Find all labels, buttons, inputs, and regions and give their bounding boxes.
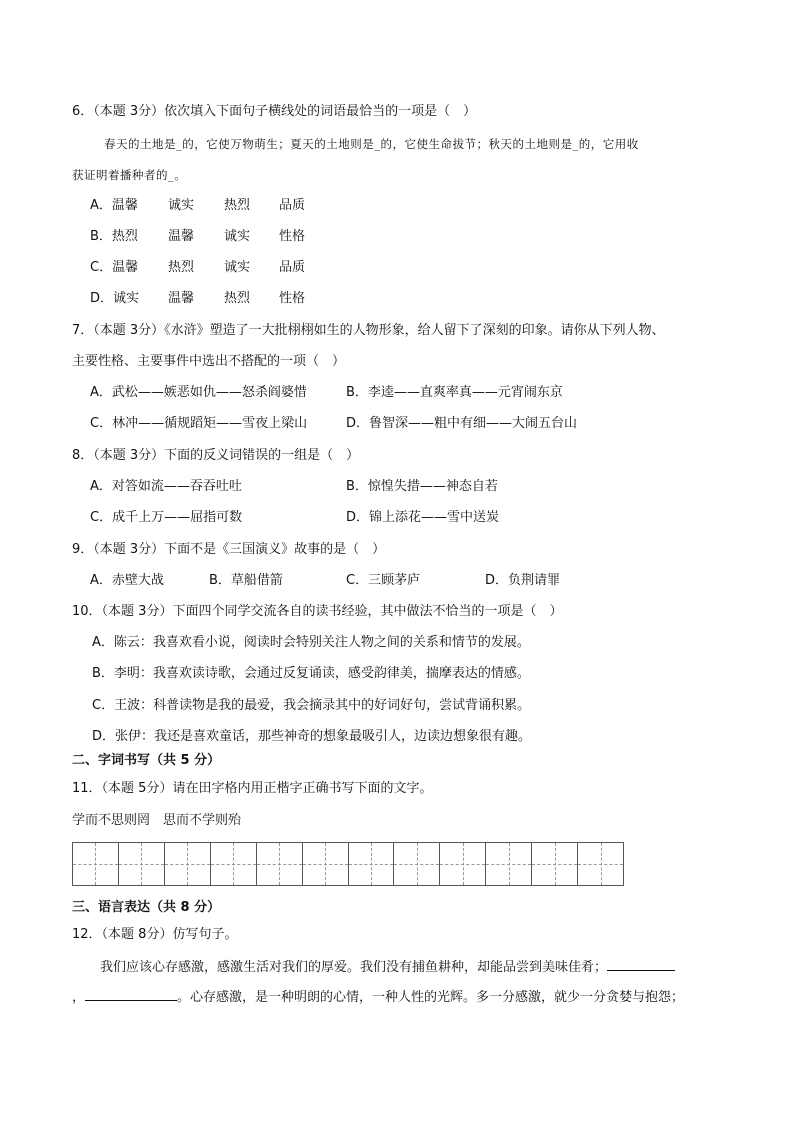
grid-cell[interactable] [349, 843, 395, 885]
q10-option-d[interactable]: D．张伊：我还是喜欢童话，那些神奇的想象最吸引人，边读边想象很有趣。 [92, 729, 532, 744]
grid-cell[interactable] [73, 843, 119, 885]
q12-blank-2[interactable] [85, 988, 177, 1001]
q7-option-d[interactable]: D．鲁智深——粗中有细——大闹五台山 [346, 416, 578, 431]
grid-cell[interactable] [119, 843, 165, 885]
q11-stem: 11．（本题 5分）请在田字格内用正楷字正确书写下面的文字。 [72, 781, 433, 796]
q12-line1-text: 我们应该心存感激，感激生活对我们的厚爱。我们没有捕鱼耕种，却能品尝到美味佳肴； [100, 960, 608, 975]
grid-cell[interactable] [440, 843, 486, 885]
q8-option-b[interactable]: B．惊惶失措——神态自若 [346, 479, 498, 494]
q6-option-a-w2: 诚实 [168, 198, 195, 213]
grid-cell[interactable] [486, 843, 532, 885]
q6-option-c-w1: C．温馨 [90, 260, 139, 275]
q9-option-c[interactable]: C．三顾茅庐 [346, 573, 421, 588]
q6-option-b-w1: B．热烈 [90, 229, 138, 244]
section2-title: 二、字词书写（共 5 分） [72, 753, 221, 768]
q6-option-d-w1: D．诚实 [90, 291, 140, 306]
q6-option-d-w2: 温馨 [168, 291, 195, 306]
q12-stem: 12．（本题 8分）仿写句子。 [72, 927, 238, 942]
grid-cell[interactable] [257, 843, 303, 885]
grid-cell[interactable] [394, 843, 440, 885]
q10-option-a[interactable]: A．陈云：我喜欢看小说，阅读时会特别关注人物之间的关系和情节的发展。 [92, 635, 530, 650]
q6-passage-line2: 获证明着播种者的_。 [72, 168, 187, 182]
q6-option-c-w3: 诚实 [224, 260, 251, 275]
q11-text: 学而不思则罔 思而不学则殆 [72, 813, 242, 828]
q10-option-c[interactable]: C．王波：科普读物是我的最爱，我会摘录其中的好词好句，尝试背诵积累。 [92, 698, 531, 713]
grid-cell[interactable] [532, 843, 578, 885]
q6-option-a-w1: A．温馨 [90, 198, 138, 213]
q9-option-b[interactable]: B．草船借箭 [209, 573, 283, 588]
q12-line2-pre: ， [72, 990, 86, 1005]
q8-option-a[interactable]: A．对答如流——吞吞吐吐 [90, 479, 242, 494]
q6-option-b-w2: 温馨 [168, 229, 195, 244]
q12-blank-1[interactable] [607, 958, 675, 971]
q6-option-b-w3: 诚实 [224, 229, 251, 244]
q10-stem: 10．（本题 3分）下面四个同学交流各自的读书经验，其中做法不恰当的一项是（ ） [72, 604, 563, 619]
q6-option-a-w3: 热烈 [224, 198, 251, 213]
section3-title: 三、语言表达（共 8 分） [72, 900, 221, 915]
q6-passage-line1: 春天的土地是_的，它使万物萌生；夏天的土地则是_的，它使生命拔节；秋天的土地则是_的，它用收 [104, 137, 639, 151]
q6-option-d-w4: 性格 [279, 291, 306, 306]
grid-cell[interactable] [303, 843, 349, 885]
q6-option-a-w4: 品质 [279, 198, 306, 213]
grid-cell[interactable] [578, 843, 623, 885]
q7-stem-line1: 7．（本题 3分）《水浒》塑造了一大批栩栩如生的人物形象，给人留下了深刻的印象。请你从下列人物、 [72, 323, 665, 338]
grid-cell[interactable] [165, 843, 211, 885]
q8-option-d[interactable]: D．锦上添花——雪中送炭 [346, 510, 500, 525]
q6-option-b-w4: 性格 [279, 229, 306, 244]
q12-line1 [100, 958, 675, 977]
q10-option-b[interactable]: B．李明：我喜欢读诗歌，会通过反复诵读，感受韵律美，揣摩表达的情感。 [92, 666, 530, 681]
grid-cell[interactable] [211, 843, 257, 885]
q12-line2 [72, 988, 684, 1007]
tianzige-grid[interactable] [72, 842, 624, 886]
q8-option-c[interactable]: C．成千上万——屈指可数 [90, 510, 243, 525]
q9-stem: 9．（本题 3分）下面不是《三国演义》故事的是（ ） [72, 542, 386, 557]
q7-option-c[interactable]: C．林冲——循规蹈矩——雪夜上梁山 [90, 416, 308, 431]
q7-option-a[interactable]: A．武松——嫉恶如仇——怒杀阎婆惜 [90, 385, 307, 400]
q6-stem: 6．（本题 3分）依次填入下面句子横线处的词语最恰当的一项是（ ） [72, 104, 477, 119]
q6-option-d-w3: 热烈 [224, 291, 251, 306]
q6-option-c-w4: 品质 [279, 260, 306, 275]
q9-option-a[interactable]: A．赤壁大战 [90, 573, 164, 588]
q8-stem: 8．（本题 3分）下面的反义词错误的一组是（ ） [72, 448, 360, 463]
q7-option-b[interactable]: B．李逵——直爽率真——元宵闹东京 [346, 385, 563, 400]
q12-line2-post: 。心存感激，是一种明朗的心情，一种人性的光辉。多一分感激，就少一分贪婪与抱怨； [177, 990, 685, 1005]
q7-stem-line2: 主要性格、主要事件中选出不搭配的一项（ ） [72, 354, 346, 369]
q9-option-d[interactable]: D．负荆请罪 [485, 573, 561, 588]
q6-option-c-w2: 热烈 [168, 260, 195, 275]
